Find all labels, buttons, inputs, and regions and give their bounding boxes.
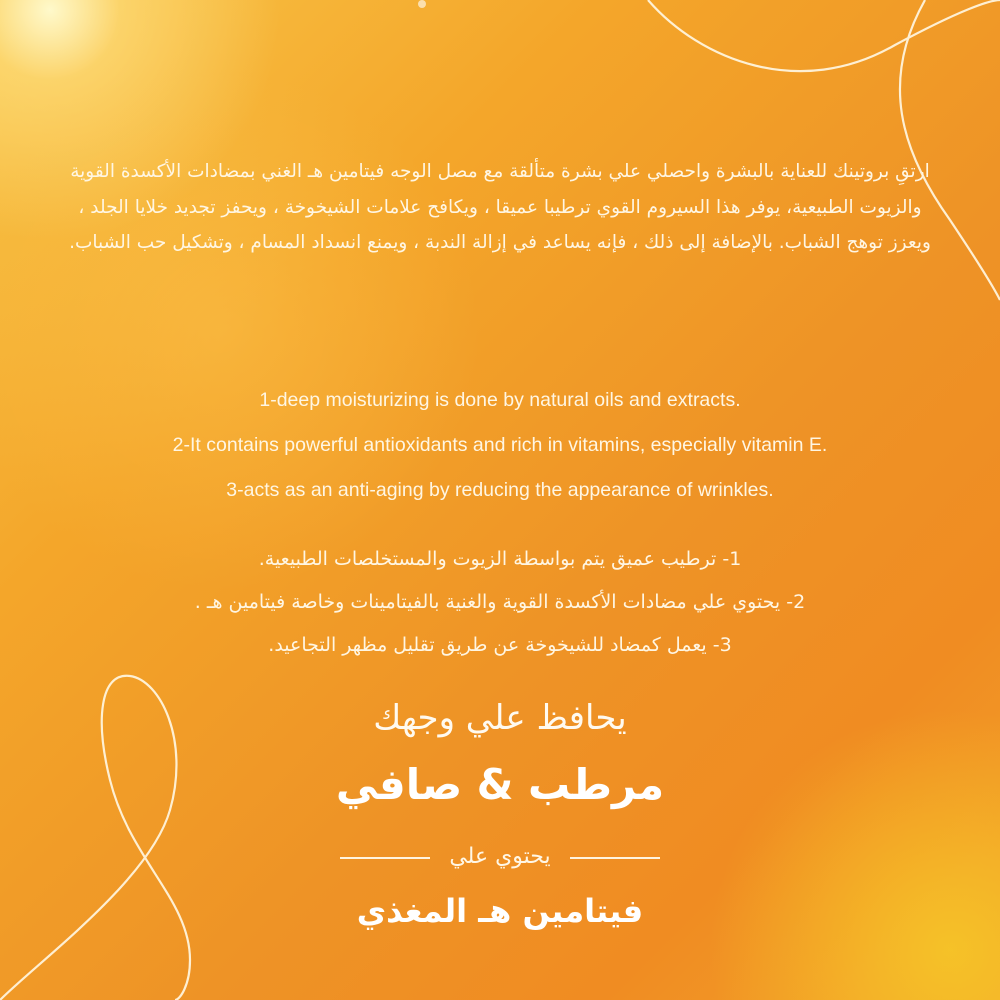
- divider-line-right: [570, 857, 660, 859]
- arabic-benefit-item: 1- ترطيب عميق يتم بواسطة الزيوت والمستخلصات الطبيعية.: [258, 548, 742, 570]
- tagline-vitamin: فيتامين هـ المغذي: [356, 892, 644, 930]
- intro-paragraph: ارتقِ بروتينك للعناية بالبشرة واحصلي علي بشرة متألقة مع مصل الوجه فيتامين هـ الغني بمضادات الأكسدة القوية والزيوت الطبيعية، يوفر هذا السيروم القوي ترطيبا عميقا ، ويكافح علامات الشيخوخة ، ويحفز تجديد خلايا الجلد ، ويعزز توهج الشباب. بالإضافة إلى ذلك ، فإنه يساعد في إزالة الندبة ، ويمنع انسداد المسام ، وتشكيل حب الشباب.: [69, 161, 931, 253]
- english-benefit-item: 2-It contains powerful antioxidants and rich in vitamins, especially vitamin E.: [172, 434, 828, 456]
- bottom-left-ribbon-curve: [0, 676, 190, 1000]
- tagline-line1: يحافظ علي وجهك: [373, 698, 627, 738]
- contains-divider: [340, 840, 660, 874]
- english-benefit-item: 3-acts as an anti-aging by reducing the appearance of wrinkles.: [226, 479, 774, 501]
- arabic-benefit-item: 3- يعمل كمضاد للشيخوخة عن طريق تقليل مظهر التجاعيد.: [268, 634, 732, 656]
- light-flare: [418, 0, 426, 8]
- english-benefits-list: [60, 378, 940, 513]
- arabic-benefits-list: [60, 538, 940, 667]
- contains-label: يحتوي علي: [449, 844, 551, 869]
- english-benefit-item: 1-deep moisturizing is done by natural oils and extracts.: [259, 389, 741, 411]
- tagline-headline: مرطب & صافي: [335, 760, 665, 809]
- arabic-benefit-item: 2- يحتوي علي مضادات الأكسدة القوية والغنية بالفيتامينات وخاصة فيتامين هـ .: [194, 591, 806, 613]
